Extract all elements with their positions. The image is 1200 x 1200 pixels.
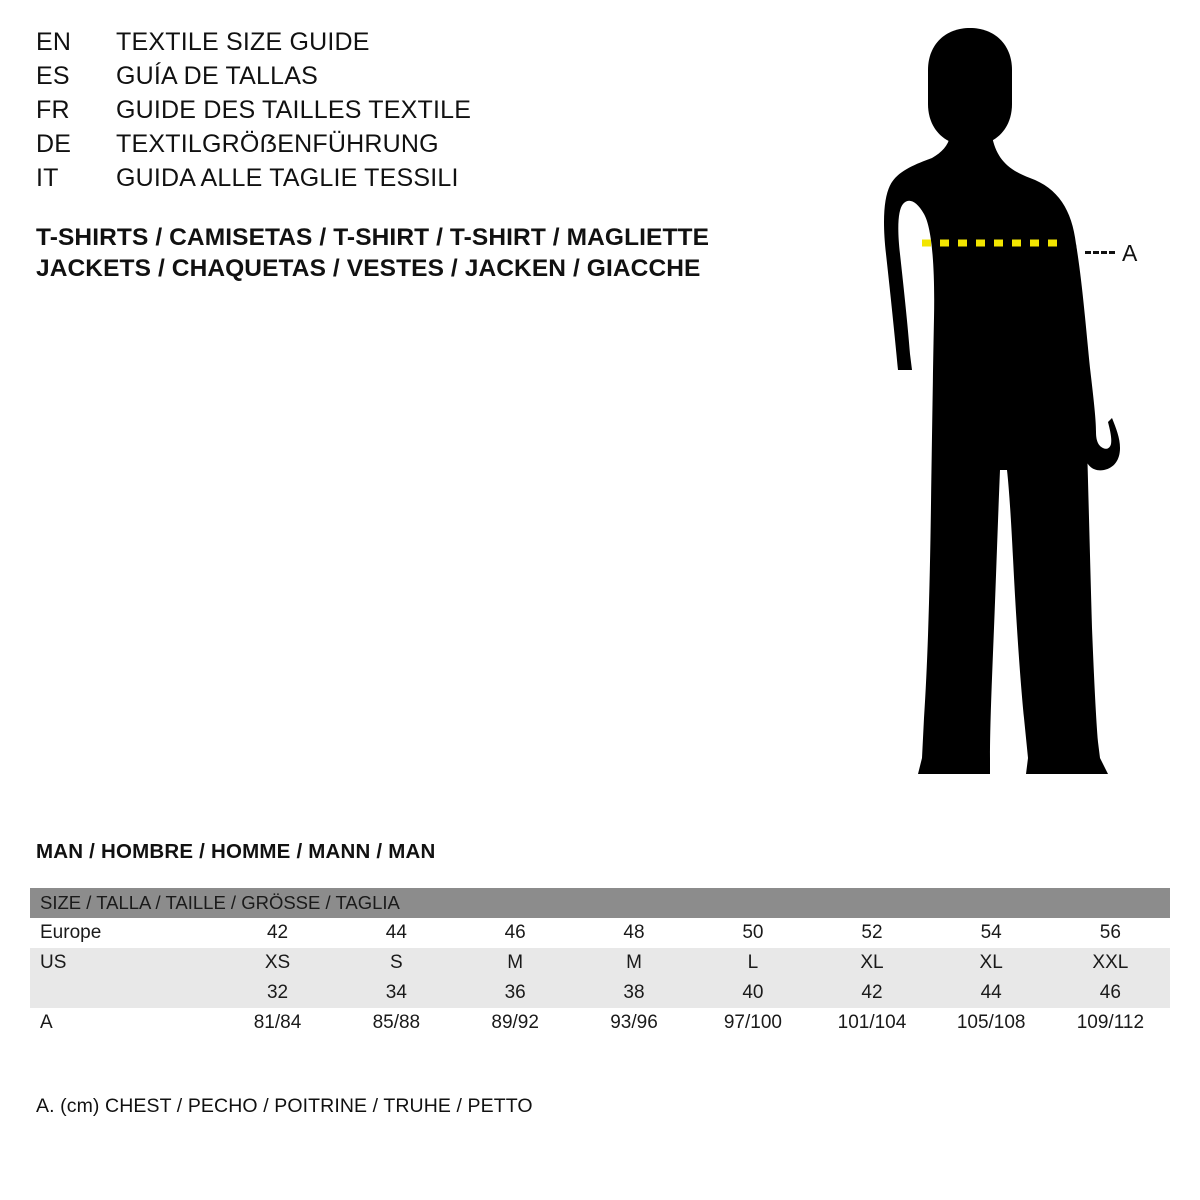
measure-label-a: A [1122, 240, 1138, 266]
cell-value: M [456, 948, 575, 978]
language-title: GUIDE DES TAILLES TEXTILE [116, 96, 472, 124]
cell-value: 38 [575, 978, 694, 1008]
table-row [30, 948, 1170, 978]
cell-value: 42 [218, 918, 337, 948]
language-row [36, 98, 756, 123]
language-code: IT [36, 164, 59, 192]
cell-value: XS [218, 948, 337, 978]
cell-value: 56 [1051, 918, 1170, 948]
language-row [36, 132, 756, 157]
cell-value: 54 [932, 918, 1051, 948]
cell-value: 48 [575, 918, 694, 948]
table-row [30, 978, 1170, 1008]
cell-value: XL [812, 948, 931, 978]
cell-value: M [575, 948, 694, 978]
cell-value: L [693, 948, 812, 978]
cell-value: 89/92 [456, 1008, 575, 1038]
row-label-us: US [30, 948, 218, 978]
row-label-europe: Europe [30, 918, 218, 948]
language-row [36, 30, 756, 55]
language-title: TEXTILE SIZE GUIDE [116, 28, 370, 56]
language-code: FR [36, 96, 70, 124]
cell-value: 101/104 [812, 1008, 931, 1038]
cell-value: 42 [812, 978, 931, 1008]
cell-value: 105/108 [932, 1008, 1051, 1038]
cell-value: 93/96 [575, 1008, 694, 1038]
table-row [30, 1008, 1170, 1038]
language-title: TEXTILGRÖẞENFÜHRUNG [116, 130, 439, 158]
cell-value: 50 [693, 918, 812, 948]
table-row [30, 918, 1170, 948]
cell-value: 44 [932, 978, 1051, 1008]
language-title: GUIDA ALLE TAGLIE TESSILI [116, 164, 459, 192]
language-row [36, 166, 756, 191]
language-code: EN [36, 28, 72, 56]
measurement-footnote: A. (cm) CHEST / PECHO / POITRINE / TRUHE / PETTO [36, 1095, 533, 1117]
cell-value: 109/112 [1051, 1008, 1170, 1038]
cell-value: 32 [218, 978, 337, 1008]
gender-section-title: MAN / HOMBRE / HOMME / MANN / MAN [36, 840, 436, 863]
language-code: DE [36, 130, 72, 158]
row-label-numeric [30, 978, 218, 1008]
cell-value: XL [932, 948, 1051, 978]
cell-value: XXL [1051, 948, 1170, 978]
cell-value: 40 [693, 978, 812, 1008]
cell-value: 34 [337, 978, 456, 1008]
size-table [30, 888, 1170, 1038]
table-header-row [30, 888, 1170, 918]
cell-value: S [337, 948, 456, 978]
cell-value: 46 [1051, 978, 1170, 1008]
row-label-a: A [30, 1008, 218, 1038]
cell-value: 97/100 [693, 1008, 812, 1038]
category-tshirts: T-SHIRTS / CAMISETAS / T-SHIRT / T-SHIRT / MAGLIETTE [36, 224, 710, 251]
man-silhouette-icon [800, 18, 1190, 778]
cell-value: 44 [337, 918, 456, 948]
table-header-label: SIZE / TALLA / TAILLE / GRÖSSE / TAGLIA [30, 888, 1170, 918]
cell-value: 52 [812, 918, 931, 948]
language-code: ES [36, 62, 70, 90]
figure-illustration [800, 18, 1190, 778]
category-jackets: JACKETS / CHAQUETAS / VESTES / JACKEN / GIACCHE [36, 255, 701, 283]
measure-leader-line [1085, 251, 1115, 254]
language-row [36, 64, 756, 89]
cell-value: 36 [456, 978, 575, 1008]
language-title: GUÍA DE TALLAS [116, 62, 318, 90]
cell-value: 85/88 [337, 1008, 456, 1038]
language-title-list [36, 30, 756, 200]
category-list [36, 222, 796, 285]
cell-value: 81/84 [218, 1008, 337, 1038]
cell-value: 46 [456, 918, 575, 948]
